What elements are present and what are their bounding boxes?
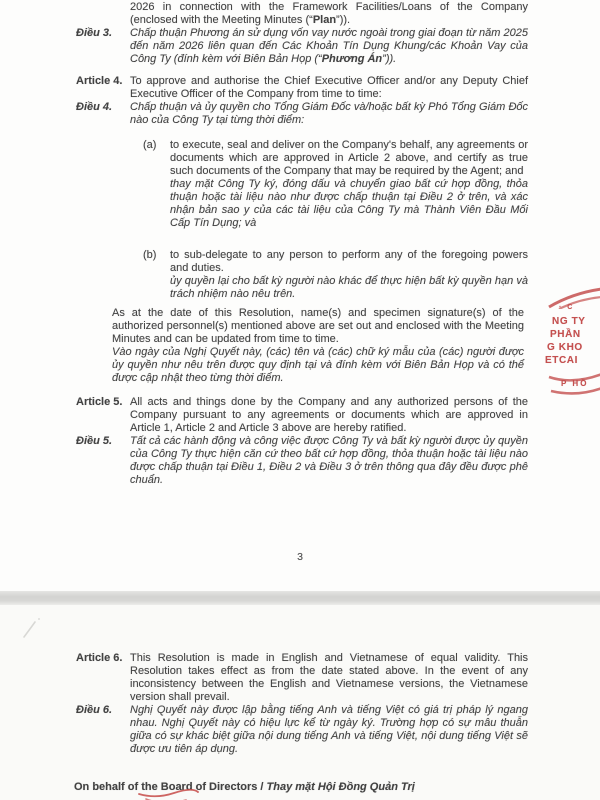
clause-dieu-6 xyxy=(76,704,528,756)
page-gap-separator xyxy=(0,591,600,605)
clause-text-dieu-6: Nghị Quyết này được lập bằng tiếng Anh và tiếng Việt có giá trị pháp lý ngang nhau. Nghị Quyết này có hiệu lực kể từ ngày ký. Trường hợp có sự mâu thuẫn giữa có sự khác biệt giữa nội dung tiếng Anh và tiếng Việt, nội dung tiếng Việt sẽ được ưu tiên áp dụng. xyxy=(130,704,528,755)
clause-dieu-4 xyxy=(76,101,528,127)
clause-text-article-4: To approve and authorise the Chief Executive Officer and/or any Deputy Chief Executive Officer of the Company from time to time: xyxy=(130,75,528,100)
stamp-fragment-bottom: P HỒ xyxy=(561,379,589,388)
subclause-b-english: to sub-delegate to any person to perform any of the foregoing powers and duties. xyxy=(170,249,528,274)
clause-dieu-5 xyxy=(76,435,528,487)
document-page-4 xyxy=(0,605,600,800)
stamp-fragment-4: ETCAI xyxy=(545,355,578,366)
subclause-b-marker: (b) xyxy=(143,249,157,261)
stamp-fragment-1: NG TY xyxy=(552,316,586,327)
clause-text-article-6: This Resolution is made in English and Vietnamese of equal validity. This Resolution takes effect as from the date stated above. In the event of any inconsistency between the English and Vietnamese versions, the Vietnamese version shall prevail. xyxy=(130,652,528,703)
clause-text-article-5: All acts and things done by the Company and any authorized persons of the Company pursuant to any agreements or documents which are approved in Article 1, Article 2 and Article 3 above are hereby ratified. xyxy=(130,396,528,434)
clause-article-4 xyxy=(76,75,528,101)
clause-label-article-5: Article 5. xyxy=(76,396,123,408)
subclause-b xyxy=(143,249,528,301)
page-number: 3 xyxy=(297,551,303,563)
signoff-board-of-directors: On behalf of the Board of Directors / Thay mặt Hội Đồng Quản Trị xyxy=(74,781,415,793)
clause-label-dieu-5: Điều 5. xyxy=(76,435,113,447)
stamp-fragment-3: G KHO xyxy=(547,342,583,353)
subclause-a xyxy=(143,139,528,230)
clause-text-dieu-3: Chấp thuận Phương án sử dụng vốn vay nước ngoài trong giai đoạn từ năm 2025 đến năm 2026 liên quan đến Các Khoản Tín Dụng Khung/các Khoản Vay của Công Ty (đính kèm với Biên Bản Họp (“Phương Án”)). xyxy=(130,27,528,65)
subclause-b-vietnamese: ủy quyền lại cho bất kỳ người nào khác để thực hiện bất kỳ quyền hạn và trách nhiệm nào nêu trên. xyxy=(170,275,528,300)
clause-label-dieu-4: Điều 4. xyxy=(76,101,113,113)
clause-text-dieu-4: Chấp thuận và ủy quyền cho Tổng Giám Đốc và/hoặc bất kỳ Phó Tổng Giám Đốc nào của Công Ty tại từng thời điểm: xyxy=(130,101,528,126)
subclause-a-vietnamese: thay mặt Công Ty ký, đóng dấu và chuyển giao bất cứ hợp đồng, thỏa thuận hoặc tài liệu nào như được chấp thuận tại Điều 2 ở trên, và xác nhận bản sao y của các tài liệu của Công Ty mà Thành Viên Đầu Mối Cấp Tín Dụng; và xyxy=(170,178,528,229)
as-at-english: As at the date of this Resolution, name(s) and specimen signature(s) of the authorized personnel(s) mentioned above are set out and enclosed with the Meeting Minutes and can be updated from time to time. xyxy=(112,307,524,345)
paragraph-as-at-date xyxy=(112,307,524,385)
paragraph-plan-continuation: 2026 in connection with the Framework Facilities/Loans of the Company (enclosed with the Meeting Minutes (“Plan”)). xyxy=(130,1,528,26)
stamp-fragment-2: PHẦN xyxy=(550,329,581,340)
clause-article-5 xyxy=(76,396,528,435)
clause-article-6 xyxy=(76,652,528,704)
clause-label-article-6: Article 6. xyxy=(76,652,123,664)
clause-label-dieu-3: Điều 3. xyxy=(76,27,113,39)
subclause-a-english: to execute, seal and deliver on the Company's behalf, any agreements or documents which are approved in Article 2 above, and certify as true such documents of the Company that may be required by the Agent; and xyxy=(170,139,528,177)
red-signature-stroke-icon xyxy=(138,786,200,800)
clause-label-article-4: Article 4. xyxy=(76,75,123,87)
pen-smudge-mark-icon xyxy=(20,615,50,641)
clause-label-dieu-6: Điều 6. xyxy=(76,704,113,716)
subclause-a-marker: (a) xyxy=(143,139,157,151)
as-at-vietnamese: Vào ngày của Nghị Quyết này, (các) tên và (các) chữ ký mẫu của (các) người được ủy quyền như nêu trên được quy định tại và đính kèm với Biên Bản Họp và có thể được cập nhật theo từng thời điểm. xyxy=(112,346,524,384)
stamp-fragment-top: · C xyxy=(559,304,575,311)
clause-dieu-3 xyxy=(76,27,528,66)
clause-text-dieu-5: Tất cả các hành động và công việc được Công Ty và bất kỳ người được ủy quyền của Công Ty thực hiện căn cứ theo bất cứ hợp đồng, thỏa thuận hoặc tài liệu nào được chấp thuận tại Điều 1, Điều 2 và Điều 3 ở trên thông qua đây đều được phê chuẩn. xyxy=(130,435,528,486)
